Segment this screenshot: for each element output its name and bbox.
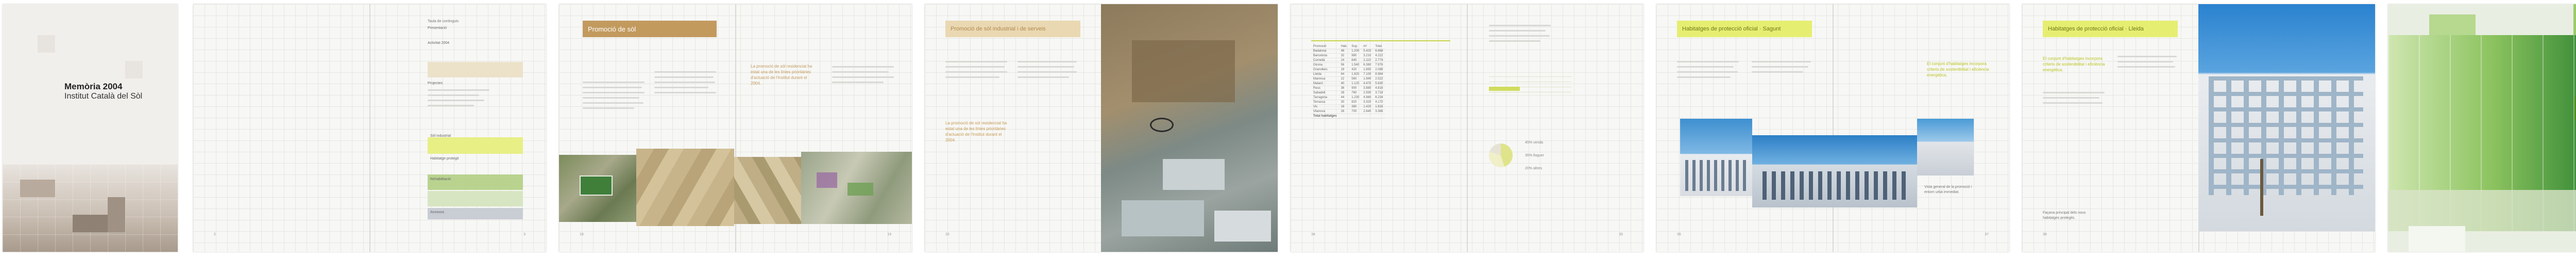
table-cell: Sabadell — [1311, 91, 1339, 95]
table-cell: 56 — [1339, 63, 1350, 68]
table-cell: 5.420 — [1361, 49, 1373, 54]
housing-spread-a — [1656, 4, 2009, 252]
table-cell: Reus — [1311, 86, 1339, 91]
facade-grid — [2209, 76, 2363, 195]
cover-mosaic-faint-2 — [125, 61, 143, 78]
pull-quote: El conjunt d'habitatges incorpora criteris de sostenibilitat i eficiència energètica. — [2043, 56, 2105, 72]
table-cell: 7.976 — [1373, 63, 1385, 68]
table-cell: 4.960 — [1361, 95, 1373, 100]
table-row — [1311, 77, 1385, 82]
table-cell: 48 — [1339, 49, 1350, 54]
table-cell: 1.940 — [1361, 77, 1373, 82]
sports-field — [580, 175, 613, 196]
table-cell: Lleida — [1311, 72, 1339, 77]
text-line — [654, 87, 708, 88]
housing-spread-b — [2022, 4, 2375, 252]
table-cell: 24 — [1339, 58, 1350, 63]
table-cell: 28 — [1339, 91, 1350, 95]
aerial-photo-farmland — [734, 157, 801, 224]
table-cell: 6.234 — [1373, 95, 1385, 100]
table-cell: 1.816 — [1373, 105, 1385, 109]
text-line — [832, 76, 894, 78]
table-cell: 980 — [1349, 54, 1361, 58]
table-cell: 2.110 — [1361, 58, 1373, 63]
toc-band-green-light — [428, 191, 523, 206]
table-cell: 1.650 — [1361, 68, 1373, 72]
table-row — [1311, 95, 1385, 100]
toc-line — [428, 100, 484, 101]
table-cell: 6.668 — [1373, 49, 1385, 54]
text-line — [832, 66, 894, 68]
text-line — [1018, 71, 1077, 73]
table-cell: 3.320 — [1361, 100, 1373, 105]
text-line — [2043, 97, 2099, 99]
text-line — [945, 66, 1005, 68]
pie-legend-item: 20% altres — [1525, 167, 1543, 170]
table-cell: 820 — [1349, 100, 1361, 105]
pie-chart — [1489, 143, 1513, 167]
text-line — [2117, 66, 2175, 68]
pull-quote: La promoció de sòl residencial ha estat una de les línies prioritàries d'actuació de l'Institut durant el 2004. — [751, 64, 812, 86]
urban-plot-green — [848, 183, 873, 196]
table-row — [1311, 54, 1385, 58]
cover-mosaic-faint — [38, 35, 55, 53]
text-line — [1752, 61, 1811, 62]
residential-spread — [559, 4, 912, 252]
table-cell: 3.210 — [1361, 54, 1373, 58]
toc-band-tan — [428, 62, 523, 77]
table-cell: 18 — [1339, 68, 1350, 72]
table-cell: 44 — [1339, 95, 1350, 100]
text-line — [2043, 92, 2105, 93]
table-cell: Vic — [1311, 105, 1339, 109]
cover-mosaic-block-2 — [108, 197, 125, 232]
table-header-cell: Sup. — [1349, 44, 1361, 49]
table-cell: 6.380 — [1361, 63, 1373, 68]
cover-sheet — [3, 4, 178, 252]
facade-windows — [1685, 160, 1747, 191]
page-number: 35 — [1619, 233, 1623, 236]
table-cell: Tarragona — [1311, 95, 1339, 100]
table-cell: Manresa — [1311, 77, 1339, 82]
table-cell: 4.222 — [1373, 54, 1385, 58]
table-cell: 1.540 — [1349, 63, 1361, 68]
text-line — [945, 76, 999, 78]
urban-plot-purple — [817, 172, 837, 188]
table-cell: Cornellà — [1311, 58, 1339, 63]
table-header-row — [1311, 44, 1385, 49]
page-number: 20 — [945, 233, 950, 236]
table-cell: 64 — [1339, 72, 1350, 77]
pull-quote: El conjunt d'habitatges incorpora criteris de sostenibilitat i eficiència energètica. — [1927, 61, 1989, 77]
industrial-roof-1 — [1163, 159, 1225, 190]
table-row — [1311, 91, 1385, 95]
page-number: 37 — [1985, 233, 1989, 236]
table-cell: Total habitatges — [1311, 114, 1339, 119]
table-row — [1311, 63, 1385, 68]
aerial-photo-urban — [801, 152, 912, 224]
table-cell: 2.522 — [1373, 77, 1385, 82]
spread-gutter — [1467, 4, 1468, 252]
text-line — [1752, 71, 1803, 73]
pie-legend-item: 45% venda — [1525, 141, 1544, 145]
table-cell: 760 — [1349, 91, 1361, 95]
table-row — [1311, 72, 1385, 77]
toc-spread — [193, 4, 546, 252]
table-cell: Girona — [1311, 63, 1339, 68]
table-cell: 4.170 — [1373, 100, 1385, 105]
photo-caption: Façana principal dels nous habitatges protegits. — [2043, 211, 2086, 220]
table-cell: 560 — [1349, 77, 1361, 82]
text-line — [945, 71, 1007, 73]
text-line — [583, 92, 645, 93]
table-row — [1311, 82, 1385, 86]
page-number: 19 — [887, 233, 891, 236]
text-line — [1489, 40, 1540, 42]
table-cell: 3.366 — [1373, 109, 1385, 114]
toc-band-lime — [428, 137, 523, 154]
toc-line — [428, 105, 474, 106]
toc-line — [428, 94, 479, 96]
toc-row[interactable]: Annexos — [430, 211, 445, 214]
page-number: 34 — [1311, 233, 1315, 236]
industrial-field — [1132, 40, 1235, 102]
cover-subtitle: Institut Català del Sòl — [64, 92, 143, 101]
aerial-photo-fields — [636, 149, 734, 226]
table-total-row — [1311, 114, 1385, 119]
interior-floor — [2388, 190, 2576, 231]
industrial-roof-2 — [1122, 200, 1204, 236]
spread-gutter — [1833, 4, 1834, 252]
photo-housing-block-2 — [1752, 135, 1917, 207]
green-tile-1 — [2429, 14, 2476, 35]
white-tile-1 — [2409, 226, 2465, 252]
page-number: 38 — [2043, 233, 2047, 236]
statistics-spread — [1291, 4, 1643, 252]
table-cell: 640 — [1349, 58, 1361, 63]
text-line — [654, 71, 716, 73]
table-cell: 1.120 — [1349, 82, 1361, 86]
table-row — [1311, 86, 1385, 91]
table-cell: 2.640 — [1361, 109, 1373, 114]
table-cell: 1.820 — [1349, 72, 1361, 77]
text-line — [945, 61, 1007, 62]
green-tile-2 — [2573, 4, 2576, 35]
table-cell: Terrassa — [1311, 100, 1339, 105]
toc-band-green — [428, 174, 523, 190]
text-line — [832, 71, 889, 73]
aerial-photo-sports — [559, 155, 636, 222]
photo-caption: Vista general de la promoció i entorn urbà immediat. — [1924, 185, 1972, 194]
cover-mosaic — [3, 164, 178, 252]
text-line — [832, 82, 884, 83]
text-line — [1677, 76, 1731, 78]
text-line — [583, 102, 643, 104]
table-row — [1311, 100, 1385, 105]
text-line — [1018, 66, 1074, 68]
table-cell: 380 — [1349, 105, 1361, 109]
table-cell: 420 — [1349, 68, 1361, 72]
cover-mosaic-block-1 — [20, 180, 55, 197]
table-cell: 1.230 — [1349, 95, 1361, 100]
table-cell: Barcelona — [1311, 54, 1339, 58]
text-line — [654, 76, 714, 78]
table-row — [1311, 49, 1385, 54]
text-line — [1677, 66, 1734, 68]
text-line — [2117, 56, 2177, 57]
toc-row[interactable]: Activitat 2004 — [428, 41, 450, 45]
photo-rehab-interior — [2388, 35, 2576, 231]
text-line — [654, 92, 716, 93]
table-cell: 22 — [1339, 77, 1350, 82]
table-header-cell: Total — [1373, 44, 1385, 49]
table-cell: 1.200 — [1349, 49, 1361, 54]
section-banner: Habitatges de protecció oficial · Lleida — [2043, 21, 2178, 37]
section-banner: Habitatges de protecció oficial · Sagunt — [1677, 21, 1812, 37]
table-cell: 32 — [1339, 54, 1350, 58]
toc-row[interactable]: Rehabilitació — [430, 178, 451, 181]
industrial-spread — [925, 4, 1278, 252]
toc-row[interactable]: Projectes — [428, 82, 443, 85]
page-number: 18 — [580, 233, 584, 236]
table-cell: 26 — [1339, 109, 1350, 114]
table-cell: 2.088 — [1373, 68, 1385, 72]
table-cell: 7.100 — [1361, 72, 1373, 77]
text-line — [1489, 30, 1546, 31]
text-line — [1018, 76, 1069, 78]
photo-housing-tall — [2198, 4, 2375, 231]
page-number: 3 — [523, 233, 526, 236]
toc-row[interactable]: Presentació — [428, 26, 447, 30]
toc-line — [428, 89, 489, 91]
cover-title: Memòria 2004 — [64, 82, 123, 91]
table-cell: 8.984 — [1373, 72, 1385, 77]
palm-tree — [2260, 159, 2263, 216]
photo-housing-block-3 — [1917, 119, 1974, 175]
cover-mosaic-block-3 — [73, 215, 108, 232]
toc-header: Taula de continguts — [428, 20, 459, 23]
table-row — [1311, 105, 1385, 109]
spread-gutter — [369, 4, 370, 252]
facade-windows — [1762, 171, 1907, 200]
table-cell: 3.880 — [1361, 86, 1373, 91]
text-line — [2117, 61, 2173, 62]
pie-legend-item: 35% lloguer — [1525, 154, 1544, 157]
text-line — [1018, 61, 1077, 62]
table-header-cell: Hab. — [1339, 44, 1350, 49]
table-cell: 2.930 — [1361, 91, 1373, 95]
table-header-cell: Promoció — [1311, 44, 1339, 49]
table-cell: 4.470 — [1361, 82, 1373, 86]
table-row — [1311, 109, 1385, 114]
text-line — [1677, 61, 1739, 62]
table-cell: 3.718 — [1373, 91, 1385, 95]
table-cell: Badalona — [1311, 49, 1339, 54]
table-row — [1311, 68, 1385, 72]
text-line — [2043, 102, 2103, 104]
page-number: 2 — [214, 233, 216, 236]
table-cell: 30 — [1339, 100, 1350, 105]
table-header-cell: m² — [1361, 44, 1373, 49]
toc-row[interactable]: Habitatge protegit — [430, 157, 459, 161]
text-line — [583, 82, 645, 83]
table-cell: 900 — [1349, 86, 1361, 91]
mini-table-highlight — [1489, 87, 1520, 91]
industrial-roof-3 — [1214, 211, 1271, 242]
toc-row[interactable]: Sòl industrial — [430, 134, 451, 138]
aerial-photo-industrial — [1101, 4, 1278, 252]
rehab-spread — [2388, 4, 2576, 252]
table-row — [1311, 58, 1385, 63]
text-line — [583, 87, 642, 88]
text-line — [583, 97, 639, 99]
text-line — [654, 82, 715, 83]
table-cell: 4.816 — [1373, 86, 1385, 91]
section-banner: Promoció de sòl — [583, 21, 717, 37]
table-cell: 40 — [1339, 82, 1350, 86]
stats-table-header-bar — [1311, 40, 1450, 41]
road-ring — [1150, 118, 1174, 132]
page-number: 36 — [1677, 233, 1681, 236]
stats-table — [1311, 44, 1385, 119]
table-cell: 700 — [1349, 109, 1361, 114]
table-cell: Mataró — [1311, 82, 1339, 86]
text-line — [1752, 66, 1808, 68]
table-cell: Vilanova — [1311, 109, 1339, 114]
text-line — [1489, 25, 1551, 26]
table-cell: Granollers — [1311, 68, 1339, 72]
text-line — [1677, 71, 1738, 73]
table-cell: 36 — [1339, 86, 1350, 91]
text-line — [583, 107, 634, 109]
section-banner: Promoció de sòl industrial i de serveis — [945, 21, 1080, 37]
table-cell: 5.630 — [1373, 82, 1385, 86]
table-cell: 16 — [1339, 105, 1350, 109]
table-cell: 1.420 — [1361, 105, 1373, 109]
pull-quote: La promoció de sòl residencial ha estat una de les línies prioritàries d'actuació de l'Institut durant el 2004. — [945, 121, 1007, 142]
photo-housing-block-1 — [1680, 119, 1752, 196]
table-cell: 2.774 — [1373, 58, 1385, 63]
text-line — [1489, 35, 1550, 37]
